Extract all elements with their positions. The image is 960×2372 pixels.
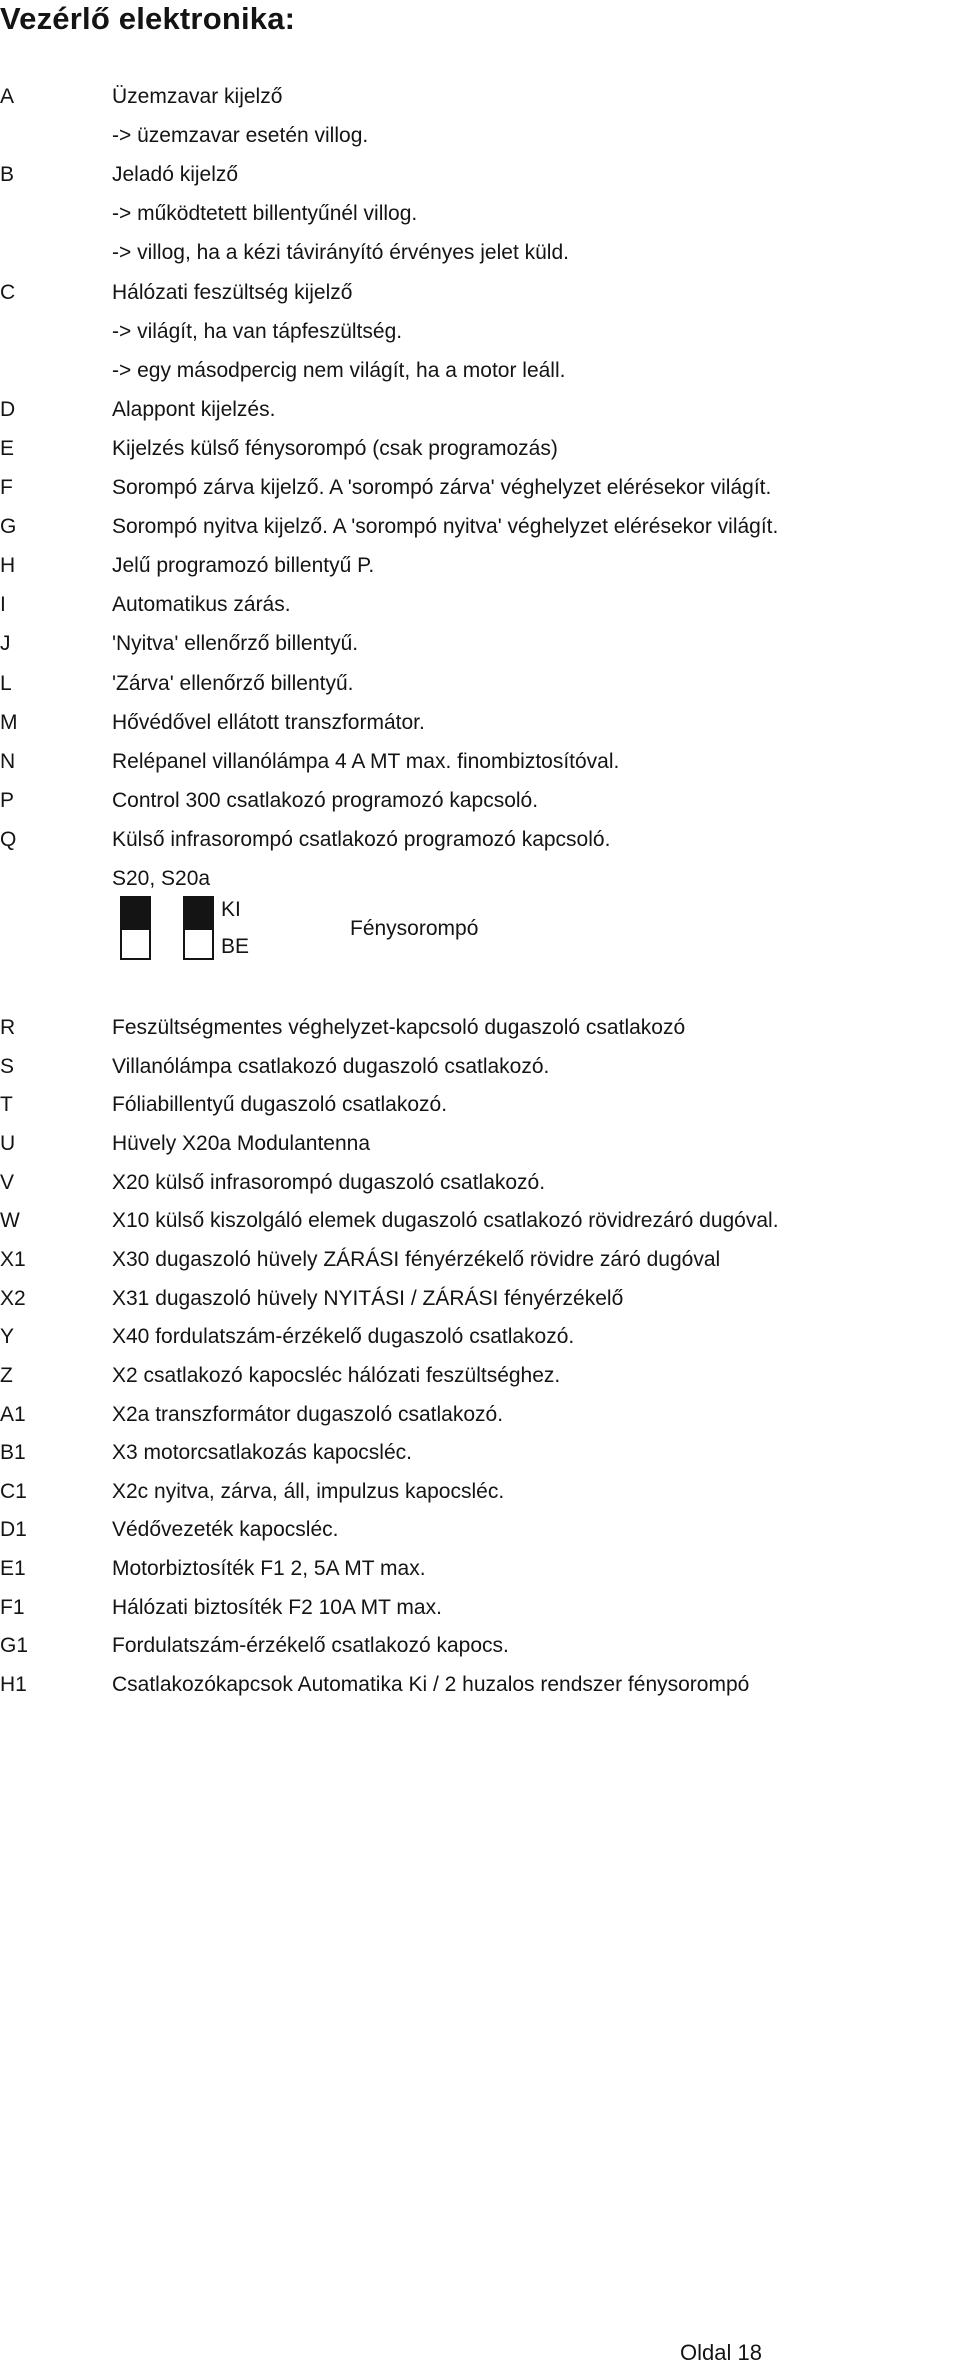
switch-s20-on-block bbox=[120, 928, 151, 960]
legend-key: B1 bbox=[0, 1441, 26, 1465]
legend-description: Hüvely X20a Modulantenna bbox=[112, 1131, 371, 1155]
legend-description: Jeladó kijelző bbox=[112, 163, 239, 187]
legend-description: 'Zárva' ellenőrző billentyű. bbox=[112, 671, 354, 695]
legend-row bbox=[0, 510, 960, 544]
legend-description: Üzemzavar kijelző bbox=[112, 85, 283, 108]
legend-key: E1 bbox=[0, 1557, 26, 1581]
legend-row bbox=[0, 1320, 960, 1354]
legend-key: Y bbox=[0, 1325, 15, 1349]
legend-key: Q bbox=[0, 827, 17, 851]
legend-key: D1 bbox=[0, 1518, 27, 1542]
legend-row bbox=[0, 1166, 960, 1200]
legend-row bbox=[0, 1359, 960, 1393]
legend-key: G bbox=[0, 515, 17, 539]
legend-description: -> egy másodpercig nem világít, ha a motor leáll. bbox=[112, 358, 566, 382]
legend-row bbox=[0, 236, 960, 270]
legend-key: H bbox=[0, 554, 16, 578]
switch-on-label: BE bbox=[221, 935, 250, 958]
legend-description: Hővédővel ellátott transzformátor. bbox=[112, 710, 425, 734]
legend-row bbox=[0, 119, 960, 153]
legend-key: L bbox=[0, 671, 12, 695]
legend-row bbox=[0, 745, 960, 779]
legend-description: Sorompó zárva kijelző. A 'sorompó zárva' véghelyzet elérésekor világít. bbox=[112, 476, 772, 499]
legend-description: 'Nyitva' ellenőrző billentyű. bbox=[112, 632, 359, 656]
legend-description: Védővezeték kapocsléc. bbox=[112, 1518, 339, 1542]
legend-row bbox=[0, 80, 960, 114]
legend-row bbox=[0, 1668, 960, 1702]
legend-key: E bbox=[0, 436, 15, 460]
page-number: Oldal 18 bbox=[680, 2340, 762, 2365]
legend-key: N bbox=[0, 749, 16, 773]
legend-row bbox=[0, 471, 960, 505]
legend-row bbox=[0, 1050, 960, 1084]
legend-row bbox=[0, 1475, 960, 1509]
switch-s20a-off-block bbox=[183, 896, 214, 928]
legend-key: J bbox=[0, 632, 11, 656]
legend-description: Alappont kijelzés. bbox=[112, 397, 276, 421]
switch-s20-off-block bbox=[120, 896, 151, 928]
legend-row bbox=[0, 158, 960, 192]
legend-description: Kijelzés külső fénysorompó (csak programozás) bbox=[112, 436, 558, 460]
legend-row bbox=[0, 393, 960, 427]
legend-description: X2c nyitva, zárva, áll, impulzus kapocsléc. bbox=[112, 1479, 505, 1503]
legend-key: P bbox=[0, 788, 15, 812]
legend-row bbox=[0, 1127, 960, 1161]
legend-key: X1 bbox=[0, 1247, 26, 1271]
legend-description: -> üzemzavar esetén villog. bbox=[112, 124, 369, 148]
legend-row bbox=[0, 276, 960, 310]
legend-description: -> villog, ha a kézi távirányító érvényes jelet küld. bbox=[112, 241, 569, 265]
legend-description: X3 motorcsatlakozás kapocsléc. bbox=[112, 1441, 412, 1465]
legend-description: X30 dugaszoló hüvely ZÁRÁSI fényérzékelő rövidre záró dugóval bbox=[112, 1247, 721, 1271]
legend-key: R bbox=[0, 1016, 16, 1039]
legend-key: A bbox=[0, 85, 15, 108]
legend-description: X10 külső kiszolgáló elemek dugaszoló csatlakozó rövidrezáró dugóval. bbox=[112, 1209, 779, 1233]
legend-description: Motorbiztosíték F1 2, 5A MT max. bbox=[112, 1557, 426, 1581]
legend-description: X20 külső infrasorompó dugaszoló csatlakozó. bbox=[112, 1170, 546, 1194]
legend-description: -> világít, ha van tápfeszültség. bbox=[112, 319, 403, 343]
legend-row bbox=[0, 1629, 960, 1663]
legend-key: U bbox=[0, 1131, 16, 1155]
legend-description: Feszültségmentes véghelyzet-kapcsoló dugaszoló csatlakozó bbox=[112, 1016, 686, 1039]
page-title: Vezérlő elektronika: bbox=[0, 1, 296, 36]
legend-key: D bbox=[0, 397, 16, 421]
legend-description: Hálózati feszültség kijelző bbox=[112, 280, 353, 304]
legend-key: I bbox=[0, 593, 6, 617]
legend-key: C1 bbox=[0, 1479, 27, 1503]
legend-key: M bbox=[0, 710, 18, 734]
switch-caption: Fénysorompó bbox=[350, 917, 479, 940]
switch-s20a-on-block bbox=[183, 928, 214, 960]
legend-row bbox=[0, 315, 960, 349]
legend-key: T bbox=[0, 1093, 13, 1117]
legend-key: B bbox=[0, 163, 15, 187]
legend-description: Csatlakozókapcsok Automatika Ki / 2 huzalos rendszer fénysorompó bbox=[112, 1673, 750, 1697]
legend-description: X40 fordulatszám-érzékelő dugaszoló csatlakozó. bbox=[112, 1325, 575, 1349]
legend-description: Fordulatszám-érzékelő csatlakozó kapocs. bbox=[112, 1634, 509, 1658]
legend-description: Jelű programozó billentyű P. bbox=[112, 554, 375, 578]
legend-description: Control 300 csatlakozó programozó kapcsoló. bbox=[112, 788, 539, 812]
legend-row bbox=[0, 862, 960, 896]
legend-row bbox=[0, 627, 960, 661]
legend-row bbox=[0, 823, 960, 857]
legend-row bbox=[0, 1204, 960, 1238]
legend-key: Z bbox=[0, 1363, 13, 1387]
legend-description: Fóliabillentyű dugaszoló csatlakozó. bbox=[112, 1093, 448, 1117]
legend-key: W bbox=[0, 1209, 20, 1233]
legend-description: Sorompó nyitva kijelző. A 'sorompó nyitva' véghelyzet elérésekor világít. bbox=[112, 515, 779, 539]
legend-row bbox=[0, 1282, 960, 1316]
legend-description: X2a transzformátor dugaszoló csatlakozó. bbox=[112, 1402, 504, 1426]
legend-key: H1 bbox=[0, 1673, 27, 1697]
legend-description: Villanólámpa csatlakozó dugaszoló csatlakozó. bbox=[112, 1054, 550, 1078]
legend-row bbox=[0, 432, 960, 466]
legend-key: F bbox=[0, 476, 13, 499]
legend-description: Automatikus zárás. bbox=[112, 593, 291, 617]
legend-row bbox=[0, 706, 960, 740]
legend-key: A1 bbox=[0, 1402, 26, 1426]
legend-row bbox=[0, 588, 960, 622]
switch-off-label: KI bbox=[221, 898, 241, 921]
legend-row bbox=[0, 1243, 960, 1277]
legend-description: S20, S20a bbox=[112, 867, 211, 890]
legend-key: S bbox=[0, 1054, 15, 1078]
legend-row bbox=[0, 1513, 960, 1547]
legend-key: G1 bbox=[0, 1634, 29, 1658]
legend-row bbox=[0, 1552, 960, 1586]
legend-row bbox=[0, 1591, 960, 1625]
legend-key: V bbox=[0, 1170, 15, 1194]
legend-description: X2 csatlakozó kapocsléc hálózati feszültséghez. bbox=[112, 1363, 561, 1387]
legend-row bbox=[0, 1011, 960, 1045]
legend-row bbox=[0, 354, 960, 388]
legend-row bbox=[0, 667, 960, 701]
legend-row bbox=[0, 1088, 960, 1122]
legend-row bbox=[0, 549, 960, 583]
legend-key: C bbox=[0, 280, 16, 304]
legend-description: Relépanel villanólámpa 4 A MT max. finombiztosítóval. bbox=[112, 749, 620, 773]
legend-row bbox=[0, 784, 960, 818]
legend-description: Hálózati biztosíték F2 10A MT max. bbox=[112, 1595, 442, 1619]
legend-key: F1 bbox=[0, 1595, 25, 1619]
legend-description: -> működtetett billentyűnél villog. bbox=[112, 202, 418, 226]
legend-key: X2 bbox=[0, 1286, 26, 1310]
legend-description: Külső infrasorompó csatlakozó programozó kapcsoló. bbox=[112, 827, 611, 851]
legend-row bbox=[0, 1436, 960, 1470]
legend-row bbox=[0, 197, 960, 231]
legend-description: X31 dugaszoló hüvely NYITÁSI / ZÁRÁSI fényérzékelő bbox=[112, 1286, 624, 1310]
legend-row bbox=[0, 1398, 960, 1432]
